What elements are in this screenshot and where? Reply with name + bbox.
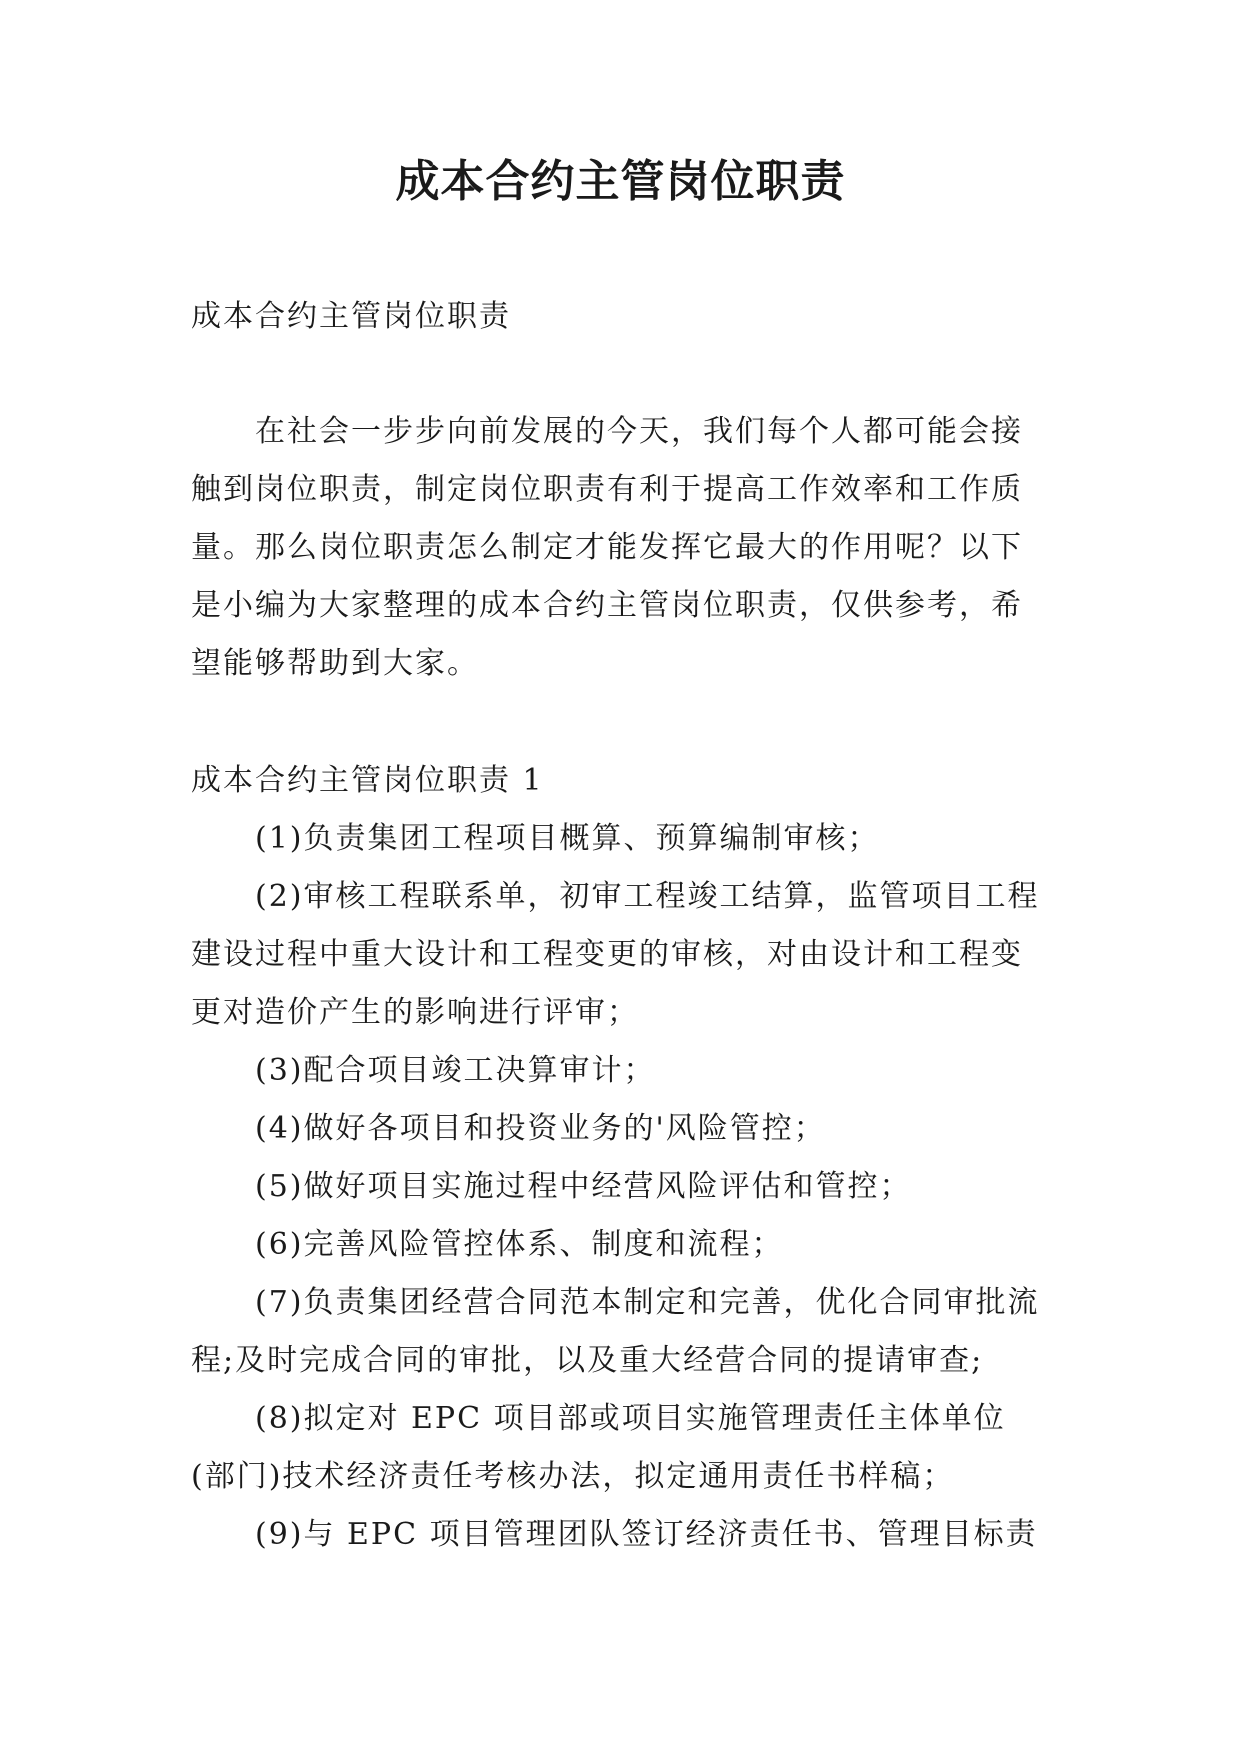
duty-item-3: (3)配合项目竣工决算审计； (255, 1053, 656, 1088)
duty-item-7: (7)负责集团经营合同范本制定和完善，优化合同审批流程;及时完成合同的审批，以及重大经营合同的提请审查; (191, 1285, 1040, 1378)
duty-item-8: (8)拟定对 EPC 项目部或项目实施管理责任主体单位(部门)技术经济责任考核办法，拟定通用责任书样稿； (191, 1401, 1006, 1494)
duty-item-9: (9)与 EPC 项目管理团队签订经济责任书、管理目标责 (255, 1517, 1038, 1552)
intro-paragraph: 在社会一步步向前发展的今天，我们每个人都可能会接触到岗位职责，制定岗位职责有利于提高工作效率和工作质量。那么岗位职责怎么制定才能发挥它最大的作用呢？以下是小编为大家整理的成本合约主管岗位职责，仅供参考，希望能够帮助到大家。 (191, 414, 1023, 681)
duty-item-2: (2)审核工程联系单，初审工程竣工结算，监管项目工程建设过程中重大设计和工程变更的审核，对由设计和工程变更对造价产生的影响进行评审； (191, 879, 1040, 1030)
duty-list (191, 810, 1051, 1564)
document-title: 成本合约主管岗位职责 (395, 156, 846, 207)
document-subtitle: 成本合约主管岗位职责 (191, 299, 511, 334)
duty-item-6: (6)完善风险管控体系、制度和流程； (255, 1227, 784, 1262)
duty-item-1: (1)负责集团工程项目概算、预算编制审核； (255, 821, 880, 856)
section-heading: 成本合约主管岗位职责 1 (191, 763, 544, 798)
duty-item-5: (5)做好项目实施过程中经营风险评估和管控； (255, 1169, 912, 1204)
duty-item-4: (4)做好各项目和投资业务的'风险管控； (255, 1111, 826, 1146)
